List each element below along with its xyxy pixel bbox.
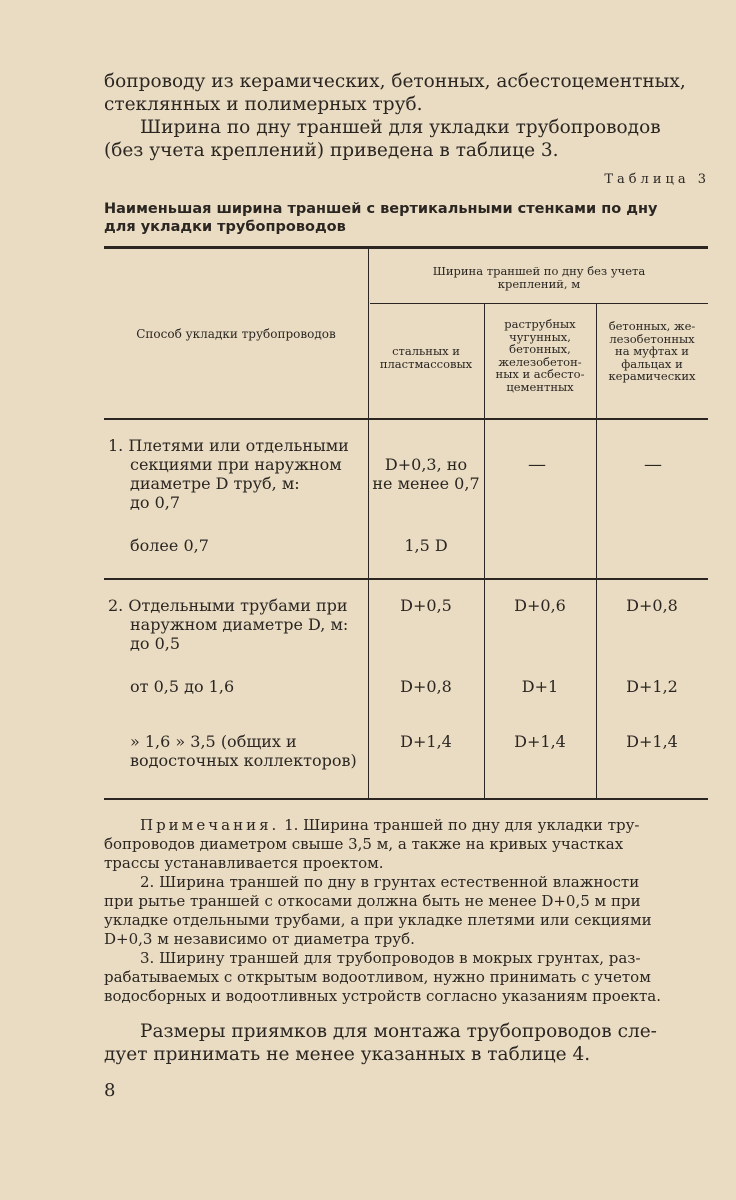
s1-row1-col1-line: не менее 0,7 xyxy=(372,474,480,493)
s2-row3-col3: D+1,4 xyxy=(626,732,678,751)
header-method: Способ укладки трубопроводов xyxy=(136,327,336,341)
s1-row1-col3: — xyxy=(644,454,662,475)
header-col-line: ных и асбесто- xyxy=(495,367,585,381)
header-col-steel xyxy=(368,345,484,370)
note2-line: D+0,3 м независимо от диаметра труб. xyxy=(104,930,415,948)
intro-line: Ширина по дну траншей для укладки трубопроводов xyxy=(140,117,661,138)
header-col-line: цементных xyxy=(506,379,574,394)
note1-line xyxy=(104,816,708,835)
header-col-line: керамических xyxy=(608,369,696,383)
s2-row1-col2: D+0,6 xyxy=(514,596,566,615)
header-bottom-rule xyxy=(104,418,708,420)
intro-line: бопроводу из керамических, бетонных, асбестоцементных, xyxy=(104,71,686,92)
s2-row1-col3: D+0,8 xyxy=(626,596,678,615)
header-width-line: креплений, м xyxy=(497,276,581,291)
note1-first: 1. Ширина траншей по дну для укладки тру- xyxy=(284,816,640,834)
section2-label-line: наружном диаметре D, м: xyxy=(130,615,349,634)
s1-row1-col1-line: D+0,3, но xyxy=(384,455,468,474)
note3-line: рабатываемых с открытым водоотливом, нужно принимать с учетом xyxy=(104,968,651,986)
header-width-line: Ширина траншей по дну без учета xyxy=(432,264,646,278)
note2-line: 2. Ширина траншей по дну в грунтах естественной влажности xyxy=(140,873,640,891)
header-col-line: фальцах и xyxy=(621,356,683,371)
s1-row1-col2: — xyxy=(528,454,546,475)
header-col-line: лезобетонных xyxy=(609,331,695,346)
section1-label-line: диаметре D труб, м: xyxy=(130,474,300,493)
table-title-line: для укладки трубопроводов xyxy=(104,219,346,235)
header-col-line: бетонных, же- xyxy=(608,319,696,333)
table-label: Таблица 3 xyxy=(604,172,710,187)
header-col-line: бетонных, xyxy=(509,342,571,356)
header-col-line: железобетон- xyxy=(498,354,582,369)
section1-label-line: секциями при наружном xyxy=(130,455,342,474)
section2-label-line: до 0,5 xyxy=(130,634,181,653)
intro-line: (без учета креплений) приведена в таблице 3. xyxy=(104,140,559,161)
note3-line: водосборных и водоотливных устройств согласно указаниям проекта. xyxy=(104,987,662,1005)
s2-row2-label: от 0,5 до 1,6 xyxy=(130,677,235,696)
header-col-line: чугунных, xyxy=(509,329,571,344)
notes xyxy=(104,816,708,1006)
s1-row2-label: более 0,7 xyxy=(130,536,209,555)
header-width xyxy=(372,265,706,290)
section2-label-line: 2. Отдельными трубами при xyxy=(108,596,348,615)
outro-paragraph xyxy=(104,1020,716,1066)
page-number: 8 xyxy=(104,1080,116,1101)
s1-row2-col1: 1,5 D xyxy=(404,536,448,555)
table-top-rule xyxy=(104,246,708,249)
note1-line: трассы устанавливается проектом. xyxy=(104,854,384,872)
notes-lead: Примечания. xyxy=(140,816,280,834)
header-col-socket xyxy=(484,318,596,393)
s2-row2-col1: D+0,8 xyxy=(400,677,452,696)
s2-row3-col2: D+1,4 xyxy=(514,732,566,751)
table-bottom-rule xyxy=(104,798,708,800)
header-col-concrete xyxy=(596,320,708,383)
s2-row3-label xyxy=(130,732,366,770)
intro-paragraph xyxy=(104,70,716,162)
outro-line: дует принимать не менее указанных в таблице 4. xyxy=(104,1044,591,1065)
intro-line: стеклянных и полимерных труб. xyxy=(104,94,423,115)
note2-line: укладке отдельными трубами, а при укладке плетями или секциями xyxy=(104,911,652,929)
s2-row3-label-line: » 1,6 » 3,5 (общих и xyxy=(130,732,297,751)
section1-label xyxy=(108,436,366,512)
header-col-line: на муфтах и xyxy=(615,344,689,358)
s2-row2-col2: D+1 xyxy=(521,677,559,696)
outro-line: Размеры приямков для монтажа трубопроводов сле- xyxy=(140,1021,657,1042)
s2-row1-col1: D+0,5 xyxy=(400,596,452,615)
note2-line: при рытье траншей с откосами должна быть не менее D+0,5 м при xyxy=(104,892,641,910)
header-col-line: раструбных xyxy=(504,317,576,331)
s2-row3-label-line: водосточных коллекторов) xyxy=(130,751,357,770)
note1-line: бопроводов диаметром свыше 3,5 м, а также на кривых участках xyxy=(104,835,624,853)
s2-row3-col1: D+1,4 xyxy=(400,732,452,751)
table-title xyxy=(104,200,714,236)
note3-line: 3. Ширину траншей для трубопроводов в мокрых грунтах, раз- xyxy=(140,949,641,967)
header-sub-rule xyxy=(370,303,708,304)
section1-label-line: до 0,7 xyxy=(130,493,181,512)
s1-row1-col1 xyxy=(368,455,484,493)
section1-label-line: 1. Плетями или отдельными xyxy=(108,436,349,455)
s2-row2-col3: D+1,2 xyxy=(626,677,678,696)
header-col-line: пластмассовых xyxy=(379,356,473,371)
header-col-line: стальных и xyxy=(392,344,460,358)
section2-label xyxy=(108,596,366,653)
col-divider-1 xyxy=(368,249,369,798)
table-title-line: Наименьшая ширина траншей с вертикальными стенками по дну xyxy=(104,201,658,217)
section-divider-rule xyxy=(104,578,708,580)
